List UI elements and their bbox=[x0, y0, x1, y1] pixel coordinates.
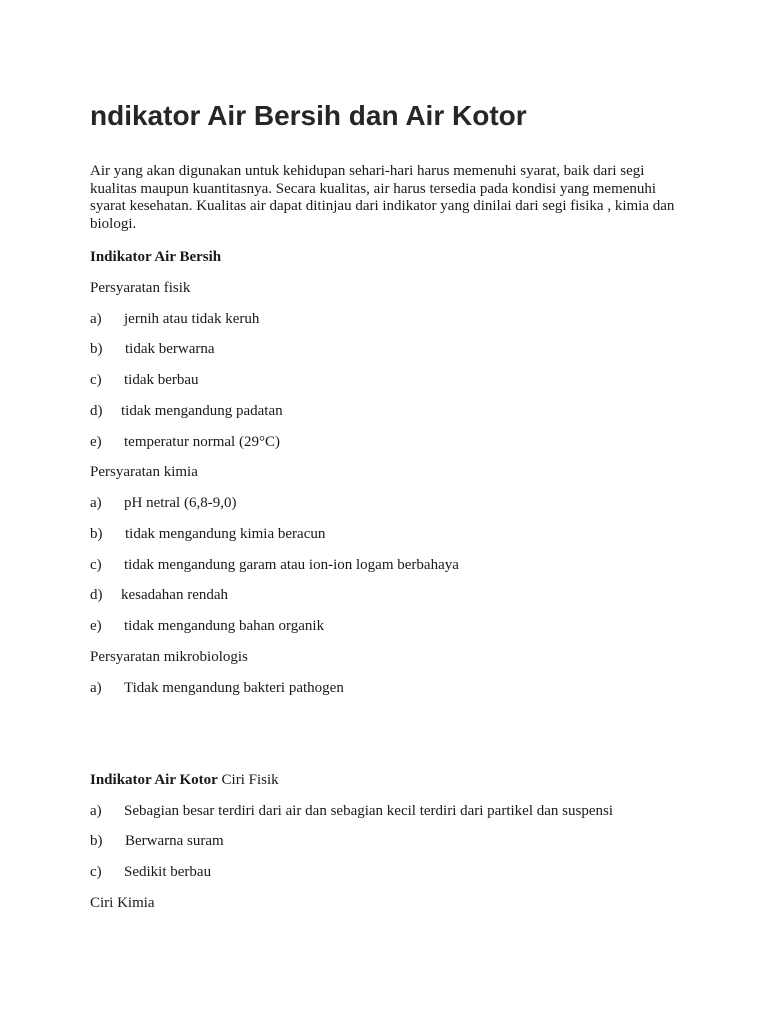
list-item-text: Tidak mengandung bakteri pathogen bbox=[124, 680, 344, 696]
subheading-ciri-kimia: Ciri Kimia bbox=[90, 895, 155, 911]
list-marker: a) bbox=[90, 680, 102, 696]
subheading-ciri-fisik: Ciri Fisik bbox=[221, 772, 279, 788]
list-marker: e) bbox=[90, 618, 102, 634]
list-marker: a) bbox=[90, 311, 102, 327]
list-item-text: tidak mengandung bahan organik bbox=[124, 618, 325, 634]
intro-paragraph: Air yang akan digunakan untuk kehidupan sehari-hari harus memenuhi syarat, baik dari segi kualitas maupun kuantitasnya. Secara kualitas, air harus tersedia pada kondisi yang memenuhi syarat kesehatan. Kualitas air dapat ditinjau dari indikator yang dinilai dari segi fisika , kimia dan biologi. bbox=[90, 163, 675, 232]
list-item-text: temperatur normal (29°C) bbox=[124, 434, 280, 450]
subheading-persyaratan-kimia: Persyaratan kimia bbox=[90, 464, 198, 480]
section-heading-air-kotor bbox=[90, 770, 279, 790]
list-marker: b) bbox=[90, 341, 103, 357]
list-item-text: pH netral (6,8-9,0) bbox=[124, 495, 237, 511]
subheading-persyaratan-mikrobiologis: Persyaratan mikrobiologis bbox=[90, 649, 248, 665]
list-marker: c) bbox=[90, 372, 102, 388]
list-marker: c) bbox=[90, 557, 102, 573]
list-marker: a) bbox=[90, 803, 102, 819]
section-heading-air-bersih: Indikator Air Bersih bbox=[90, 249, 222, 265]
list-marker: b) bbox=[90, 833, 103, 849]
list-marker: e) bbox=[90, 434, 102, 450]
section-heading-text: Indikator Air Kotor bbox=[90, 772, 218, 788]
list-item-text: tidak mengandung padatan bbox=[121, 403, 283, 419]
subheading-persyaratan-fisik: Persyaratan fisik bbox=[90, 280, 191, 296]
document-title: ndikator Air Bersih dan Air Kotor bbox=[90, 100, 527, 131]
list-marker: b) bbox=[90, 526, 103, 542]
list-item-text: jernih atau tidak keruh bbox=[124, 311, 260, 327]
list-marker: d) bbox=[90, 587, 103, 603]
list-item-text: tidak mengandung kimia beracun bbox=[125, 526, 326, 542]
list-item-text: tidak mengandung garam atau ion-ion logam berbahaya bbox=[124, 557, 459, 573]
list-item-text: tidak berwarna bbox=[125, 341, 215, 357]
list-item-text: Berwarna suram bbox=[125, 833, 224, 849]
list-marker: c) bbox=[90, 864, 102, 880]
list-item-text: Sedikit berbau bbox=[124, 864, 212, 880]
list-item-text: Sebagian besar terdiri dari air dan sebagian kecil terdiri dari partikel dan suspensi bbox=[124, 803, 613, 819]
list-item-text: kesadahan rendah bbox=[121, 587, 229, 603]
list-item-text: tidak berbau bbox=[124, 372, 199, 388]
list-marker: d) bbox=[90, 403, 103, 419]
list-marker: a) bbox=[90, 495, 102, 511]
